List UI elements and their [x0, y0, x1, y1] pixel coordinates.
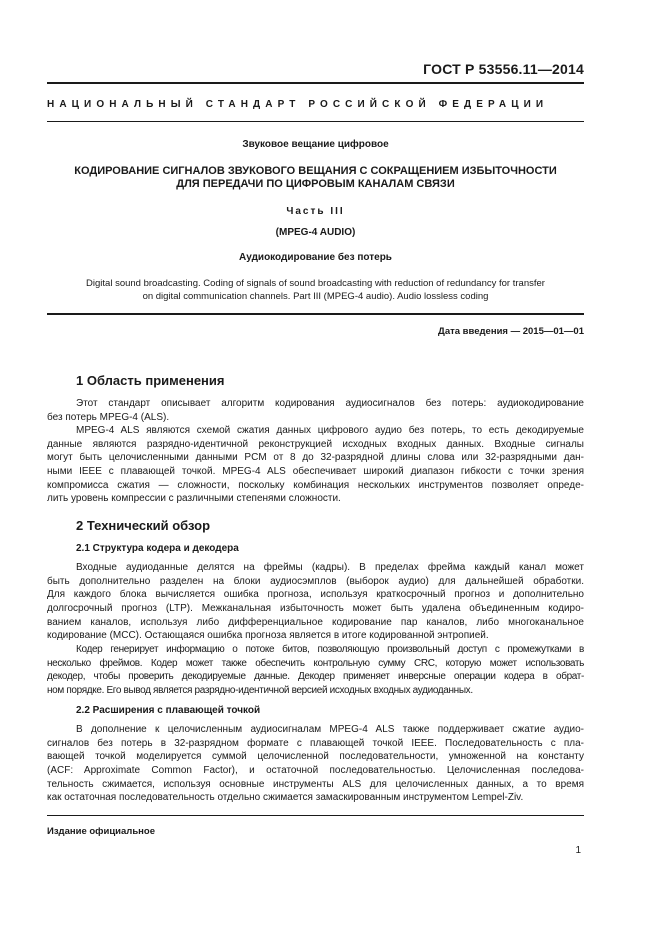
section-1-paragraph-2 — [47, 424, 584, 506]
page-number: 1 — [575, 845, 581, 856]
text-line: как остаточная последовательность отдельно сжимается замаскированным инструментом Lempel-Ziv. — [47, 792, 524, 804]
subtitle: Аудиокодирование без потерь — [239, 252, 392, 263]
main-title — [47, 165, 584, 191]
text-line: сигналов без потерь в 32-разрядном формате с плавающей точкой IEEE. Последовательность с пла- — [47, 737, 584, 749]
header-divider — [47, 121, 584, 122]
gost-number: ГОСТ Р 53556.11—2014 — [423, 61, 584, 77]
text-line: (ACF: Approximate Common Factor), и остаточной последовательностью. Целочисленная последова- — [47, 765, 584, 777]
text-line: компромисса сжатия — сложности, поскольку комбинация нескольких инструментов позволяет опреде- — [47, 479, 584, 491]
main-title-line: ДЛЯ ПЕРЕДАЧИ ПО ЦИФРОВЫМ КАНАЛАМ СВЯЗИ — [176, 178, 455, 190]
title-rule — [47, 313, 584, 315]
text-line: Кодер генерирует информацию о потоке битов, позволяющую произвольный доступ с промежутками в — [76, 644, 584, 655]
text-line: ными IEEE с плавающей точкой. MPEG-4 ALS обеспечивает широкий диапазон гибкости с точки зрения — [47, 466, 584, 478]
text-line: данные являются разрядно-идентичной реконструкцией исходных входных данных. Входные сигналы — [47, 438, 584, 450]
section-2-1-paragraph-1 — [47, 561, 584, 643]
section-1-paragraph-1 — [47, 397, 584, 424]
main-title-line: КОДИРОВАНИЕ СИГНАЛОВ ЗВУКОВОГО ВЕЩАНИЯ С СОКРАЩЕНИЕМ ИЗБЫТОЧНОСТИ — [74, 165, 557, 177]
english-title — [47, 277, 584, 303]
section-1-heading: 1 Область применения — [76, 373, 225, 388]
section-2-1-paragraph-2 — [47, 643, 584, 698]
text-line: несколько фреймов. Кодер может также обеспечить контрольную сумму CRC, которую может использовать — [47, 657, 584, 669]
text-line: Входные аудиоданные делятся на фреймы (кадры). В пределах фрейма каждый канал может — [76, 562, 584, 573]
footer-rule — [47, 815, 584, 816]
text-line: тельность сжимается, используя основные инструменты ALS для целочисленных данных, а то время — [47, 778, 584, 790]
section-2-heading: 2 Технический обзор — [76, 518, 211, 533]
text-line: без потерь MPEG-4 (ALS). — [47, 411, 170, 423]
edition-label: Издание официальное — [47, 826, 155, 837]
text-line: MPEG-4 ALS являются схемой сжатия данных цифрового аудио без потерь, то есть декодируемые — [76, 425, 584, 436]
text-line: Этот стандарт описывает алгоритм кодирования аудиосигналов без потерь: аудиокодирование — [76, 398, 584, 409]
header-rule — [47, 82, 584, 84]
intro-date: Дата введения — 2015—01—01 — [438, 326, 584, 337]
section-2-1-heading: 2.1 Структура кодера и декодера — [76, 543, 239, 554]
standard-subject: Звуковое вещание цифровое — [242, 139, 389, 150]
section-2-2-heading: 2.2 Расширения с плавающей точкой — [76, 705, 261, 716]
text-line: быть дополнительно разделен на блоки аудиосэмплов (выборок аудио) для дальнейшей обработки. — [47, 575, 584, 587]
text-line: вающей точкой моделируется суммой целочисленной последовательности, умноженной на константу — [47, 751, 584, 763]
national-standard-heading: НАЦИОНАЛЬНЫЙ СТАНДАРТ РОССИЙСКОЙ ФЕДЕРАЦИИ — [47, 99, 549, 110]
text-line: лить уровень компрессии с различными степенями сложности. — [47, 493, 341, 505]
text-line: декодер, чтобы проверить декодируемые данные. Декодер применяет инверсные операции кодера в обрат- — [47, 671, 584, 683]
text-line: долгосрочный прогноз (LTP). Межканальная избыточность может быть удалена объединенным кодиро- — [47, 603, 584, 615]
part-label: Часть III — [286, 206, 345, 217]
text-line: ванием каналов, используя либо дифференциальное кодирование пар каналов, либо многоканальное — [47, 616, 584, 628]
text-line: могут быть целочисленными данными PCM от 8 до 32-разрядной длины слова или 32-разрядными дан- — [47, 452, 584, 464]
text-line: Для каждого блока вычисляется ошибка прогноза, используя краткосрочный прогноз и дополнительно — [47, 589, 584, 601]
text-line: В дополнение к целочисленным аудиосигналам MPEG-4 ALS также поддерживает сжатие аудио- — [76, 724, 584, 735]
text-line: кодирование (MCC). Остающаяся ошибка прогноза является в итоге кодированной энтропией. — [47, 630, 489, 642]
section-2-2-paragraph-1 — [47, 723, 584, 805]
mpeg-label: (MPEG-4 AUDIO) — [275, 227, 356, 238]
text-line: ном порядке. Его вывод является разрядно-идентичной версией исходных входных аудиоданных. — [47, 685, 473, 697]
english-title-line: Digital sound broadcasting. Coding of signals of sound broadcasting with reduction of redundancy for transfer — [86, 278, 545, 289]
english-title-line: on digital communication channels. Part III (MPEG-4 audio). Audio lossless coding — [142, 291, 489, 302]
